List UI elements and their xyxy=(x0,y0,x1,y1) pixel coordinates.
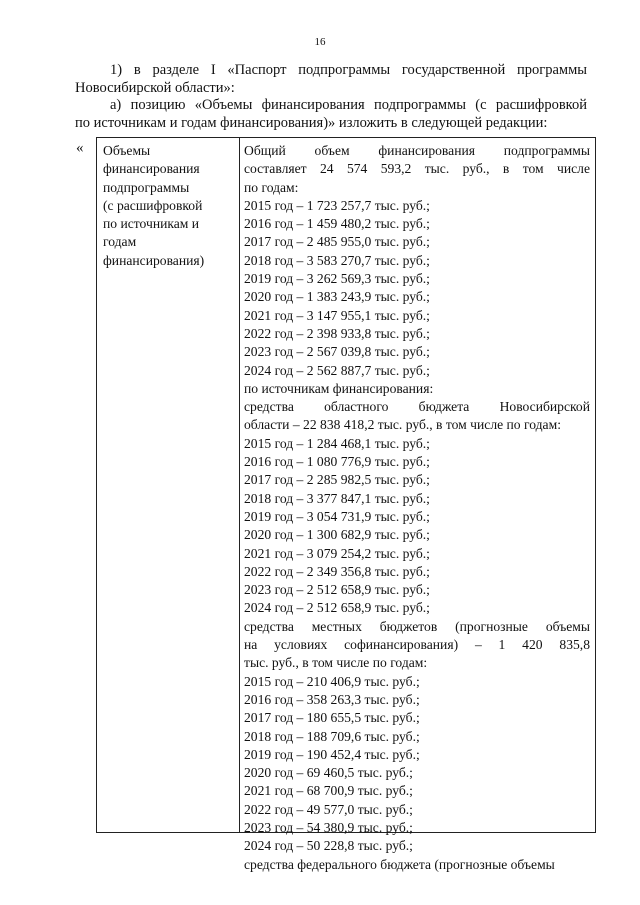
right-cell-line: Общий объем финансирования подпрограммы xyxy=(244,143,590,158)
right-cell-line: 2021 год – 3 079 254,2 тыс. руб.; xyxy=(244,545,430,561)
right-cell-line: 2019 год – 3 054 731,9 тыс. руб.; xyxy=(244,508,430,524)
right-cell-line: 2022 год – 2 349 356,8 тыс. руб.; xyxy=(244,563,430,579)
intro-line-2: Новосибирской области»: xyxy=(75,79,235,96)
right-cell-line: 2015 год – 1 284 468,1 тыс. руб.; xyxy=(244,435,430,451)
intro-paragraph-2 xyxy=(75,97,587,132)
right-cell-line: 2016 год – 1 459 480,2 тыс. руб.; xyxy=(244,216,430,232)
right-cell-line: 2016 год – 358 263,3 тыс. руб.; xyxy=(244,691,420,707)
right-cell-line: 2020 год – 1 300 682,9 тыс. руб.; xyxy=(244,527,430,543)
left-cell-line: по источникам и xyxy=(103,216,200,232)
right-cell-line: 2017 год – 2 485 955,0 тыс. руб.; xyxy=(244,234,430,250)
table-right-cell xyxy=(244,142,590,874)
right-cell-line: 2023 год – 2 512 658,9 тыс. руб.; xyxy=(244,582,430,598)
right-cell-line: 2015 год – 210 406,9 тыс. руб.; xyxy=(244,673,420,689)
right-cell-line: 2018 год – 188 709,6 тыс. руб.; xyxy=(244,728,420,744)
right-cell-line: 2020 год – 1 383 243,9 тыс. руб.; xyxy=(244,289,430,305)
right-cell-line: средства областного бюджета Новосибирской xyxy=(244,399,590,415)
right-cell-line: 2024 год – 2 562 887,7 тыс. руб.; xyxy=(244,362,430,378)
left-cell-line: (с расшифровкой xyxy=(103,197,203,213)
right-cell-line: составляет 24 574 593,2 тыс. руб., в том числе xyxy=(244,161,590,177)
right-cell-line: 2018 год – 3 583 270,7 тыс. руб.; xyxy=(244,252,430,268)
left-cell-line: финансирования xyxy=(103,161,200,177)
open-quote: « xyxy=(76,140,84,156)
column-divider xyxy=(239,138,240,832)
right-cell-line: 2017 год – 2 285 982,5 тыс. руб.; xyxy=(244,472,430,488)
right-cell-line: 2023 год – 54 380,9 тыс. руб.; xyxy=(244,819,413,835)
left-cell-line: годам xyxy=(103,234,137,250)
right-cell-line: 2019 год – 190 452,4 тыс. руб.; xyxy=(244,746,420,762)
right-cell-line: средства местных бюджетов (прогнозные объемы xyxy=(244,618,590,634)
right-cell-line: тыс. руб., в том числе по годам: xyxy=(244,655,428,671)
right-cell-line: на условиях софинансирования) – 1 420 835,8 xyxy=(244,637,590,653)
right-cell-line: 2018 год – 3 377 847,1 тыс. руб.; xyxy=(244,490,430,506)
intro-line-1: 1) в разделе I «Паспорт подпрограммы государственной программы xyxy=(110,62,587,78)
right-cell-line: 2015 год – 1 723 257,7 тыс. руб.; xyxy=(244,197,430,213)
intro-line-4: по источникам и годам финансирования)» изложить в следующей редакции: xyxy=(75,114,548,131)
left-cell-line: Объемы xyxy=(103,143,151,158)
right-cell-line: 2022 год – 2 398 933,8 тыс. руб.; xyxy=(244,325,430,341)
table-left-cell xyxy=(103,142,235,270)
intro-paragraph-1 xyxy=(75,62,587,97)
intro-line-3: а) позицию «Объемы финансирования подпрограммы (с расшифровкой xyxy=(110,97,587,113)
right-cell-line: 2021 год – 3 147 955,1 тыс. руб.; xyxy=(244,307,430,323)
right-cell-line: 2024 год – 50 228,8 тыс. руб.; xyxy=(244,838,413,854)
right-cell-line: 2019 год – 3 262 569,3 тыс. руб.; xyxy=(244,271,430,287)
right-cell-line: 2020 год – 69 460,5 тыс. руб.; xyxy=(244,765,413,781)
page-number: 16 xyxy=(314,36,326,48)
right-cell-line: по годам: xyxy=(244,179,299,195)
right-cell-line: области – 22 838 418,2 тыс. руб., в том числе по годам: xyxy=(244,417,561,433)
financing-table xyxy=(96,137,596,872)
right-cell-line: 2016 год – 1 080 776,9 тыс. руб.; xyxy=(244,454,430,470)
right-cell-line: средства федерального бюджета (прогнозные объемы xyxy=(244,856,555,872)
left-cell-line: финансирования) xyxy=(103,252,205,268)
right-cell-line: по источникам финансирования: xyxy=(244,380,434,396)
right-cell-line: 2023 год – 2 567 039,8 тыс. руб.; xyxy=(244,344,430,360)
right-cell-line: 2021 год – 68 700,9 тыс. руб.; xyxy=(244,783,413,799)
right-cell-line: 2017 год – 180 655,5 тыс. руб.; xyxy=(244,710,420,726)
right-cell-line: 2022 год – 49 577,0 тыс. руб.; xyxy=(244,801,413,817)
right-cell-line: 2024 год – 2 512 658,9 тыс. руб.; xyxy=(244,600,430,616)
left-cell-line: подпрограммы xyxy=(103,179,190,195)
